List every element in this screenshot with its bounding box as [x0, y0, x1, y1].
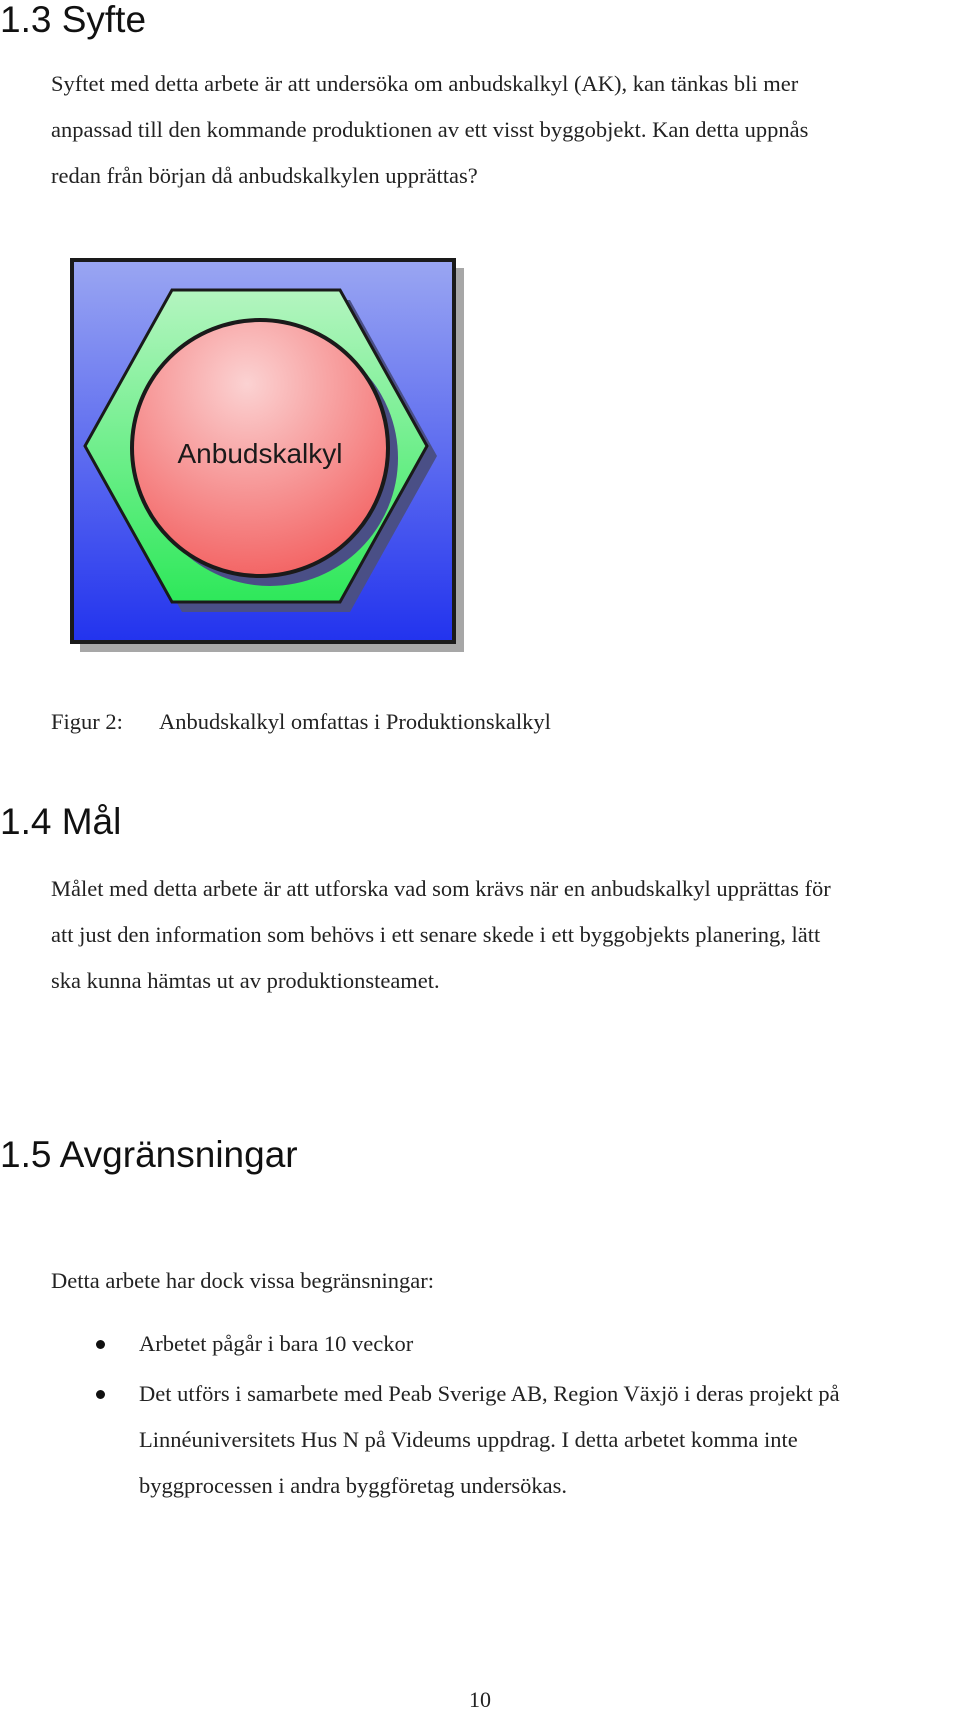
bullet-icon [96, 1340, 105, 1349]
paragraph-line: redan från början då anbudskalkylen upprättas? [51, 163, 478, 188]
list-item [0, 1321, 960, 1367]
figure-caption-label: Figur 2: [51, 709, 123, 734]
paragraph-line: Detta arbete har dock vissa begränsningar: [51, 1268, 434, 1293]
bullet-icon [96, 1390, 105, 1399]
heading-mal: 1.4 Mål [0, 801, 122, 842]
paragraph-line: Målet med detta arbete är att utforska vad som krävs när en anbudskalkyl upprättas för [51, 876, 831, 901]
paragraph-line: ska kunna hämtas ut av produktionsteamet. [51, 968, 440, 993]
paragraph-syfte [51, 61, 956, 199]
paragraph-mal [51, 866, 956, 1004]
list-item-line: Linnéuniversitets Hus N på Videums uppdrag. I detta arbetet komma inte [139, 1427, 798, 1452]
figure-caption [51, 706, 551, 738]
list-item-line: Arbetet pågår i bara 10 veckor [139, 1331, 414, 1356]
heading-syfte: 1.3 Syfte [0, 0, 147, 40]
limitations-list [0, 1321, 960, 1509]
paragraph-avgransningar-intro [51, 1258, 956, 1304]
paragraph-line: anpassad till den kommande produktionen av ett visst byggobjekt. Kan detta uppnås [51, 117, 809, 142]
list-item-line: byggprocessen i andra byggföretag undersökas. [139, 1473, 567, 1498]
page-number: 10 [469, 1687, 491, 1712]
list-item [0, 1371, 960, 1509]
paragraph-line: att just den information som behövs i ett senare skede i ett byggobjekts planering, lätt [51, 922, 821, 947]
figure-anbudskalkyl-diagram [70, 258, 466, 654]
figure-label-anbudskalkyl: Anbudskalkyl [177, 438, 343, 469]
heading-avgransningar: 1.5 Avgränsningar [0, 1134, 298, 1175]
paragraph-line: Syftet med detta arbete är att undersöka om anbudskalkyl (AK), kan tänkas bli mer [51, 71, 799, 96]
figure-caption-text: Anbudskalkyl omfattas i Produktionskalkyl [159, 709, 551, 734]
list-item-line: Det utförs i samarbete med Peab Sverige AB, Region Växjö i deras projekt på [139, 1381, 840, 1406]
